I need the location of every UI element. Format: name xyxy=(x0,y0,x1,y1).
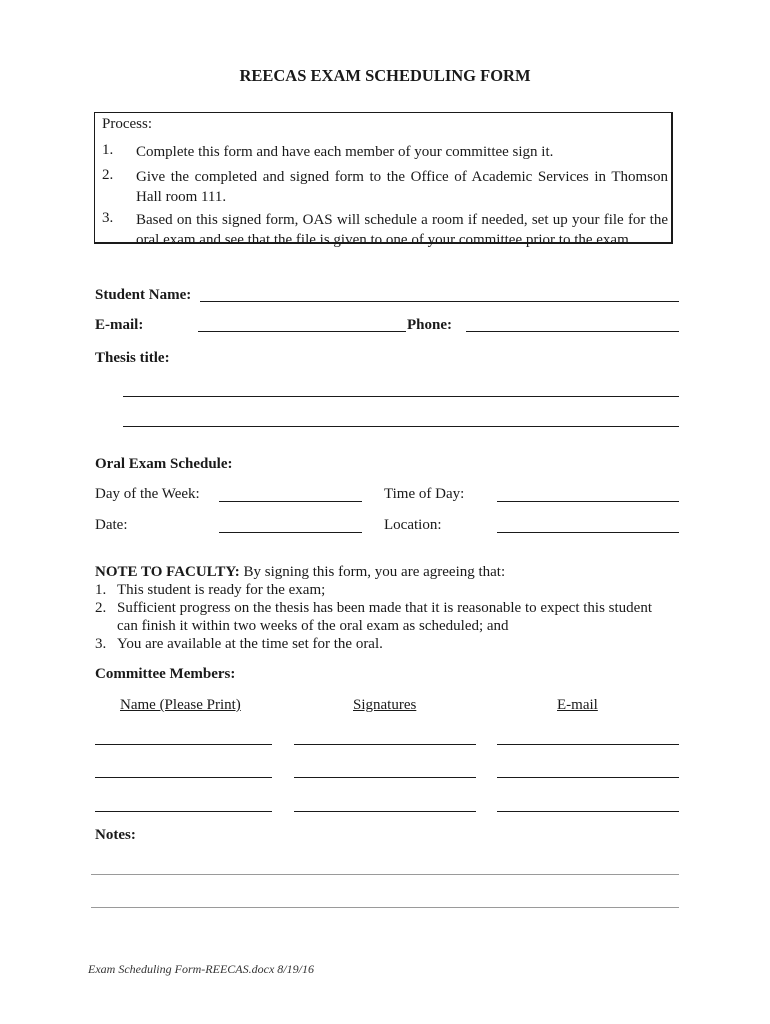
committee-1-signature-field[interactable] xyxy=(294,744,476,745)
step-3-number: 3. xyxy=(102,210,114,226)
note-to-faculty xyxy=(95,563,675,653)
thesis-title-field-2[interactable] xyxy=(123,426,679,427)
email-label: E-mail: xyxy=(95,317,144,333)
student-name-field[interactable] xyxy=(200,301,679,302)
thesis-title-label: Thesis title: xyxy=(95,350,170,366)
note-heading: NOTE TO FACULTY: xyxy=(95,564,240,580)
note-item-1-number: 1. xyxy=(95,582,107,598)
step-2-number: 2. xyxy=(102,167,114,183)
location-label: Location: xyxy=(384,517,442,533)
note-item-1 xyxy=(95,581,675,599)
step-1-number: 1. xyxy=(102,142,114,158)
step-3-text: Based on this signed form, OAS will schedule a room if needed, set up your file for the oral exam and see that the file is given to one of your committee prior to the exam. xyxy=(136,212,668,248)
student-name-label: Student Name: xyxy=(95,287,192,303)
committee-2-signature-field[interactable] xyxy=(294,777,476,778)
step-1-text: Complete this form and have each member of your committee sign it. xyxy=(136,144,554,160)
note-item-3-number: 3. xyxy=(95,636,107,652)
note-item-3-text: You are available at the time set for the oral. xyxy=(117,636,383,652)
thesis-title-field-1[interactable] xyxy=(123,396,679,397)
note-item-3 xyxy=(95,635,675,653)
committee-1-name-field[interactable] xyxy=(95,744,272,745)
committee-3-name-field[interactable] xyxy=(95,811,272,812)
notes-field-2[interactable] xyxy=(91,907,679,908)
committee-1-email-field[interactable] xyxy=(497,744,679,745)
oral-exam-schedule-heading: Oral Exam Schedule: xyxy=(95,456,233,472)
note-intro: By signing this form, you are agreeing that: xyxy=(239,564,506,580)
column-header-signatures: Signatures xyxy=(353,697,417,713)
time-of-day-label: Time of Day: xyxy=(384,486,465,502)
committee-3-email-field[interactable] xyxy=(497,811,679,812)
process-heading: Process: xyxy=(102,116,152,132)
note-item-2-number: 2. xyxy=(95,600,107,616)
committee-members-heading: Committee Members: xyxy=(95,666,236,682)
notes-label: Notes: xyxy=(95,827,136,843)
committee-3-signature-field[interactable] xyxy=(294,811,476,812)
time-of-day-field[interactable] xyxy=(497,501,679,502)
step-2-text: Give the completed and signed form to the Office of Academic Services in Thomson Hall room 111. xyxy=(136,169,668,205)
page-title: REECAS EXAM SCHEDULING FORM xyxy=(239,66,531,85)
column-header-email: E-mail xyxy=(557,697,598,713)
day-of-week-label: Day of the Week: xyxy=(95,486,200,502)
note-item-2-text: Sufficient progress on the thesis has been made that it is reasonable to expect this student can finish it within two weeks of the oral exam as scheduled; and xyxy=(117,600,653,634)
location-field[interactable] xyxy=(497,532,679,533)
document-footer: Exam Scheduling Form-REECAS.docx 8/19/16 xyxy=(88,962,314,976)
date-field[interactable] xyxy=(219,532,362,533)
email-field[interactable] xyxy=(198,331,406,332)
phone-field[interactable] xyxy=(466,331,679,332)
committee-2-name-field[interactable] xyxy=(95,777,272,778)
phone-label: Phone: xyxy=(407,317,452,333)
notes-field-1[interactable] xyxy=(91,874,679,875)
note-intro-line xyxy=(95,563,675,581)
date-label: Date: xyxy=(95,517,128,533)
note-item-1-text: This student is ready for the exam; xyxy=(117,582,326,598)
committee-2-email-field[interactable] xyxy=(497,777,679,778)
day-of-week-field[interactable] xyxy=(219,501,362,502)
note-item-2 xyxy=(95,599,675,635)
column-header-name: Name (Please Print) xyxy=(120,697,241,713)
